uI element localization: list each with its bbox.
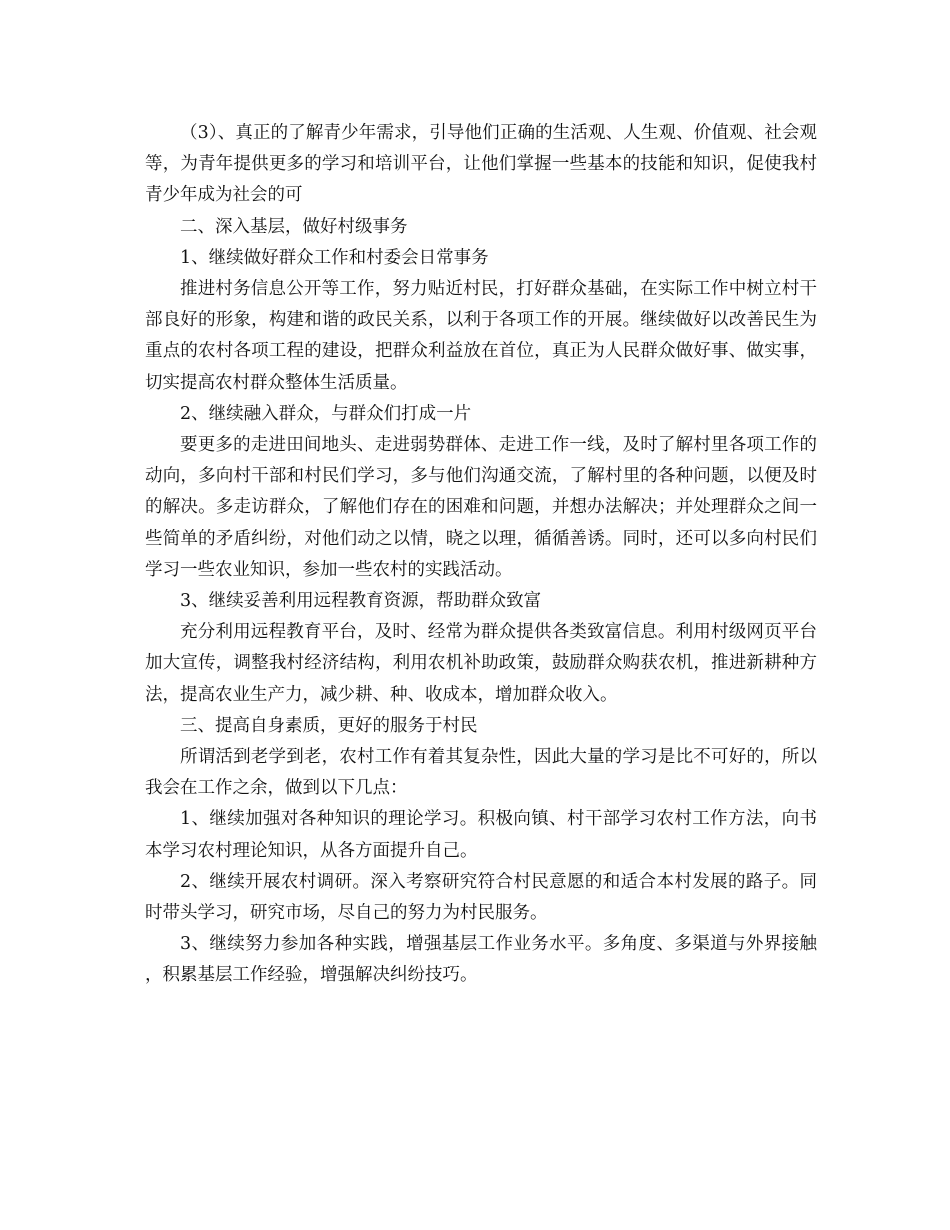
heading-section-3: 三、提高自身素质，更好的服务于村民: [180, 715, 478, 736]
paragraph-engage-masses: 要更多的走进田间地头、走进弱势群体、走进工作一线，及时了解村里各项工作的动向，多向村干部和村民们学习，多与他们沟通交流，了解村里的各种问题，以便及时的解决。多走访群众，了解他们存在的困难和问题，并想办法解决；并处理群众之间一些简单的矛盾纠纷，对他们动之以情，晓之以理，循循善诱。同时，还可以多向村民们学习一些农业知识，参加一些农村的实践活动。: [145, 435, 817, 580]
paragraph-lifelong-learning: 所谓活到老学到老，农村工作有着其复杂性，因此大量的学习是比不可好的，所以我会在工作之余，做到以下几点：: [145, 747, 817, 799]
subheading-2-1: 1、继续做好群众工作和村委会日常事务: [180, 247, 489, 268]
paragraph-village-affairs: 推进村务信息公开等工作，努力贴近村民，打好群众基础，在实际工作中树立村干部良好的形象，构建和谐的政民关系，以利于各项工作的开展。继续做好以改善民生为重点的农村各项工程的建设，把群众利益放在首位，真正为人民群众做好事、做实事，切实提高农村群众整体生活质量。: [145, 279, 817, 393]
document-body: [145, 118, 817, 992]
subheading-2-2: 2、继续融入群众，与群众们打成一片: [180, 403, 472, 424]
list-item-3-3: 3、继续努力参加各种实践，增强基层工作业务水平。多角度、多渠道与外界接触，积累基层工作经验，增强解决纠纷技巧。: [145, 934, 817, 986]
subheading-2-3: 3、继续妥善利用远程教育资源，帮助群众致富: [180, 591, 542, 612]
list-item-3-1: 1、继续加强对各种知识的理论学习。积极向镇、村干部学习农村工作方法，向书本学习农村理论知识，从各方面提升自己。: [145, 809, 817, 861]
heading-section-2: 二、深入基层，做好村级事务: [180, 216, 408, 237]
paragraph-remote-education: 充分利用远程教育平台，及时、经常为群众提供各类致富信息。利用村级网页平台加大宣传，调整我村经济结构，利用农机补助政策，鼓励群众购获农机，推进新耕种方法，提高农业生产力，减少耕、种、收成本，增加群众收入。: [145, 622, 817, 705]
list-item-3-2: 2、继续开展农村调研。深入考察研究符合村民意愿的和适合本村发展的路子。同时带头学习，研究市场，尽自己的努力为村民服务。: [145, 871, 817, 924]
paragraph-youth-needs: （3）、真正的了解青少年需求，引导他们正确的生活观、人生观、价值观、社会观等，为青年提供更多的学习和培训平台，让他们掌握一些基本的技能和知识，促使我村青少年成为社会的可: [145, 123, 817, 206]
